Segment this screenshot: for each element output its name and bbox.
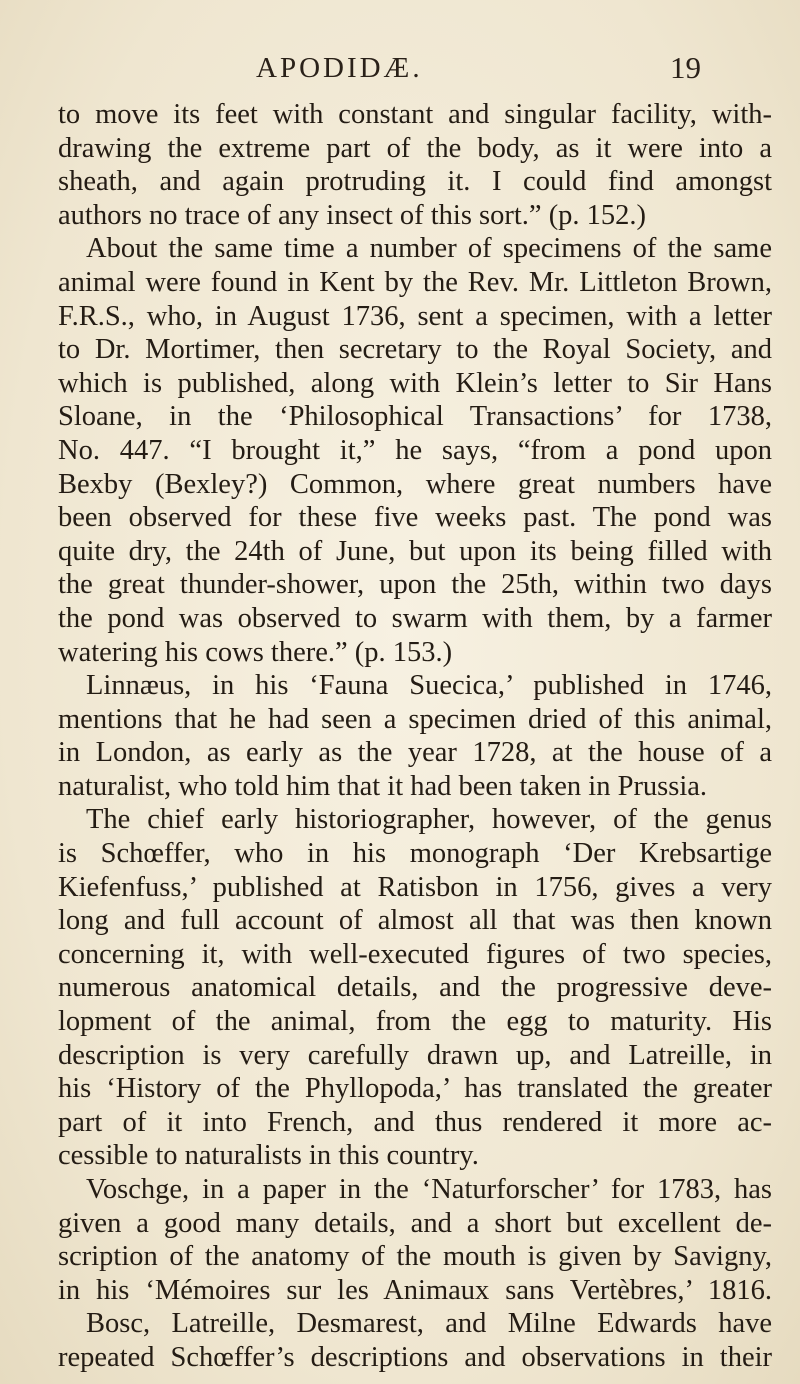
text-line: the pond was observed to swarm with them, by a farmer (58, 602, 772, 634)
running-head (0, 52, 800, 92)
text-line: the great thunder-shower, upon the 25th, within two days (58, 569, 772, 601)
text-line: The chief early historiographer, however, of the genus (86, 804, 772, 836)
text-line: No. 447. “I brought it,” he says, “from a pond upon (58, 434, 772, 466)
text-line: F.R.S., who, in August 1736, sent a specimen, with a letter (58, 300, 772, 332)
text-line: Linnæus, in his ‘Fauna Suecica,’ published in 1746, (86, 670, 772, 702)
body-text (58, 98, 772, 1375)
text-line: been observed for these five weeks past. The pond was (58, 502, 772, 534)
text-line: which is published, along with Klein’s letter to Sir Hans (58, 367, 772, 399)
text-line: drawing the extreme part of the body, as it were into a (58, 132, 772, 164)
text-line: long and full account of almost all that was then known (58, 905, 772, 937)
text-line: is Schœffer, who in his monograph ‘Der Krebsartige (58, 838, 772, 870)
text-line: in London, as early as the year 1728, at the house of a (58, 737, 772, 769)
text-line: given a good many details, and a short but excellent de- (58, 1207, 772, 1239)
text-line: to move its feet with constant and singular facility, with- (58, 99, 772, 130)
text-line: Bexby (Bexley?) Common, where great numbers have (58, 468, 772, 500)
text-line: animal were found in Kent by the Rev. Mr. Littleton Brown, (58, 266, 772, 298)
text-line: lopment of the animal, from the egg to maturity. His (58, 1006, 772, 1038)
text-line: quite dry, the 24th of June, but upon its being filled with (58, 535, 772, 567)
text-line: concerning it, with well-executed figures of two species, (58, 938, 772, 970)
text-line: scription of the anatomy of the mouth is given by Savigny, (58, 1241, 772, 1273)
text-line: About the same time a number of specimens of the same (86, 233, 772, 265)
text-line: his ‘History of the Phyllopoda,’ has translated the greater (58, 1073, 772, 1105)
text-line: mentions that he had seen a specimen dried of this animal, (58, 703, 772, 735)
text-line: authors no trace of any insect of this sort.” (p. 152.) (58, 199, 647, 231)
text-line: description is very carefully drawn up, and Latreille, in (58, 1039, 772, 1071)
text-line: Kiefenfuss,’ published at Ratisbon in 1756, gives a very (58, 871, 772, 903)
text-line: part of it into French, and thus rendered it more ac- (58, 1106, 772, 1138)
text-line: numerous anatomical details, and the progressive deve- (58, 972, 772, 1004)
text-line: to Dr. Mortimer, then secretary to the Royal Society, and (58, 334, 772, 366)
page-number: 19 (670, 50, 701, 85)
text-line: Voschge, in a paper in the ‘Naturforscher’ for 1783, has (86, 1174, 772, 1205)
text-line: sheath, and again protruding it. I could find amongst (58, 166, 772, 198)
text-line: in his ‘Mémoires sur les Animaux sans Vertèbres,’ 1816. (58, 1274, 772, 1306)
text-line: naturalist, who told him that it had been taken in Prussia. (58, 770, 708, 802)
text-line: Bosc, Latreille, Desmarest, and Milne Edwards have (86, 1308, 772, 1340)
running-head-title: APODIDÆ. (256, 52, 423, 84)
text-line: cessible to naturalists in this country. (58, 1140, 479, 1172)
text-line: watering his cows there.” (p. 153.) (58, 636, 453, 668)
text-line: repeated Schœffer’s descriptions and observations in their (58, 1341, 772, 1373)
text-line: Sloane, in the ‘Philosophical Transactions’ for 1738, (58, 401, 772, 433)
